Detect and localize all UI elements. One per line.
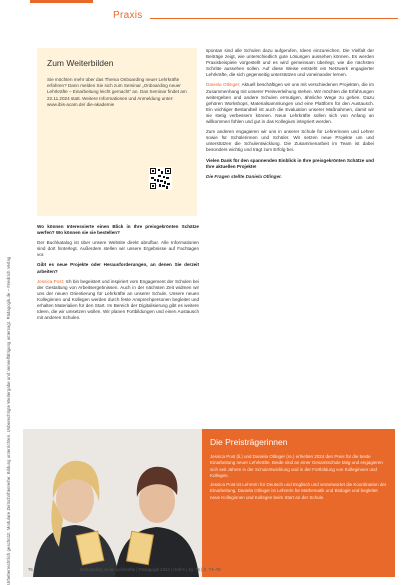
closing-thanks: Vielen Dank für den spannenden Einblick in Ihre preisgekrönten Schätze und Ihre aktuellen Projekte!: [206, 157, 374, 169]
winners-paragraph: Jessica Post (li.) und Daniela Otlinger (re.) erhielten 2024 den Preis für die beste Einarbeitung neuer Lehrkräfte. Beide sind an einer Gesamtschule tätig und engagieren sich seit Jahren in der Schulentwicklung und in der Fortbildung von Kolleginnen und Kollegen.: [210, 454, 383, 478]
interview-question: Gibt es neue Projekte oder Herausforderungen, an denen Sie derzeit arbeiten?: [37, 262, 199, 274]
speaker-name: Daniela Otlinger:: [206, 82, 241, 88]
qr-code-icon[interactable]: [149, 167, 172, 190]
info-box-title: Zum Weiterbilden: [47, 58, 114, 68]
info-box-text: Sie möchten mehr über das Thema Onboarding neuer Lehrkräfte erfahren? Dann melden Sie sich zum Seminar „Onboarding neuer Lehrkräfte – Einarbeitung leicht gemacht“ an. Das Seminar findet am 22.11.2024 statt. Weitere Informationen und Anmeldung unter: www.ibis-acam.de/ die-akademie: [47, 77, 187, 107]
interview-answer: Zum anderen engagieren wir uns in unserer Schule für Lehrerinnen und Lehrer sowie für Schülerinnen und Schüler. Wir setzen neue Projekte um und unterstützen die Schulentwicklung. Die Zusammenarbeit im Team ist dabei besonders wichtig und trägt zum Erfolg bei.: [206, 129, 374, 153]
speaker-name: Jessica Post:: [37, 278, 65, 284]
info-box: [37, 48, 197, 216]
winners-box-title: Die Preisträgerinnen: [210, 437, 288, 447]
winners-box-text: [210, 454, 388, 504]
award-winners-photo: [23, 429, 211, 577]
interview-answer: Jessica Post: Ich bin begeistert und inspiriert vom Engagement der Schulen bei der Gestaltung von Arbeitsergebnissen. Auch in der nächsten Zeit widmen wir uns der neuen Orientierung für Lehrkräfte an unserer Schule. Unsere neuen Kolleginnen und Kollegen werden durch feste Ansprechpersonen begleitet und erhalten Materialien für den Start. Im Bereich der Digitalisierung gibt es weitere Ideen, die wir umsetzen wollen. Wir planen Fortbildungen und einen Austausch mit anderen Schulen.: [37, 278, 200, 321]
footer-citation: Onboarding neuer Lehrkräfte | Pädagogik 2024 | Heft 6 | Jg. 76 | S. 74–76: [80, 567, 221, 572]
winners-paragraph: Jessica Post ist Lehrerin für Deutsch und Englisch und verantwortet die Koordination der Einarbeitung. Daniela Otlinger ist Lehrerin für Mathematik und Biologie und begleitet neue Kolleginnen und Kollegen beim Start an der Schule.: [210, 482, 387, 500]
article-column-right: [206, 48, 374, 184]
interview-answer: Der Buchkatalog ist über unsere Website direkt abrufbar. Alle Informationen sind dort hinterlegt. Außerdem stellen wir unsere Ergebnisse auf Fachtagen vor.: [37, 240, 199, 258]
interview-question: Wo können Interessierte einen Blick in Ihre preisgekrönten Schätze werfen? Wo können sie sie bestellen?: [37, 224, 199, 236]
page-number: 76: [28, 567, 33, 572]
author-signature: Die Fragen stellte Daniela Otlinger.: [206, 173, 282, 179]
section-title: Praxis: [113, 10, 143, 21]
header-rule: [150, 18, 398, 19]
header-accent-bar: [30, 0, 93, 3]
interview-answer: Daniela Otlinger: Aktuell beschäftigen wir uns mit verschiedenen Projekten, die im Zusammenhang mit unserer Preisverleihung stehen. Wir möchten die Erfahrungen weitergeben und andere Schulen ermutigen, ähnliche Wege zu gehen. Dazu gehören Workshops, Materialsammlungen und eine Plattform für den Austausch. Ein wichtiger Bestandteil ist auch die Evaluation unserer Maßnahmen, damit wir sie stetig verbessern können. Neue Lehrkräfte sollen sich von Anfang an willkommen fühlen und gut in das Kollegium integriert werden.: [206, 82, 374, 125]
interview-answer: spontan sind alle Schulen dazu aufgerufen, Ideen einzureichen. Die Vielfalt der Beiträge zeigt, wie unterschiedlich gute Lösungen aussehen können. Es werden Praxisbeispiele vorgestellt und es wird gemeinsam überlegt, wie die nächsten Schritte aussehen sollen. Auf diese Weise entsteht ein Netzwerk engagierter Lehrkräfte, die sich gegenseitig unterstützen und voneinander lernen.: [206, 48, 374, 78]
article-column-left: [37, 224, 199, 325]
vertical-copyright-notice: Urheberrechtlich geschützt. Modulare Zeitschriftenreihe: Bildung unterrichten. Unberechtigte Weitergabe und Vervielfältigung untersagt. Pädagogik.de – Friedrich Verlag: [6, 256, 11, 585]
